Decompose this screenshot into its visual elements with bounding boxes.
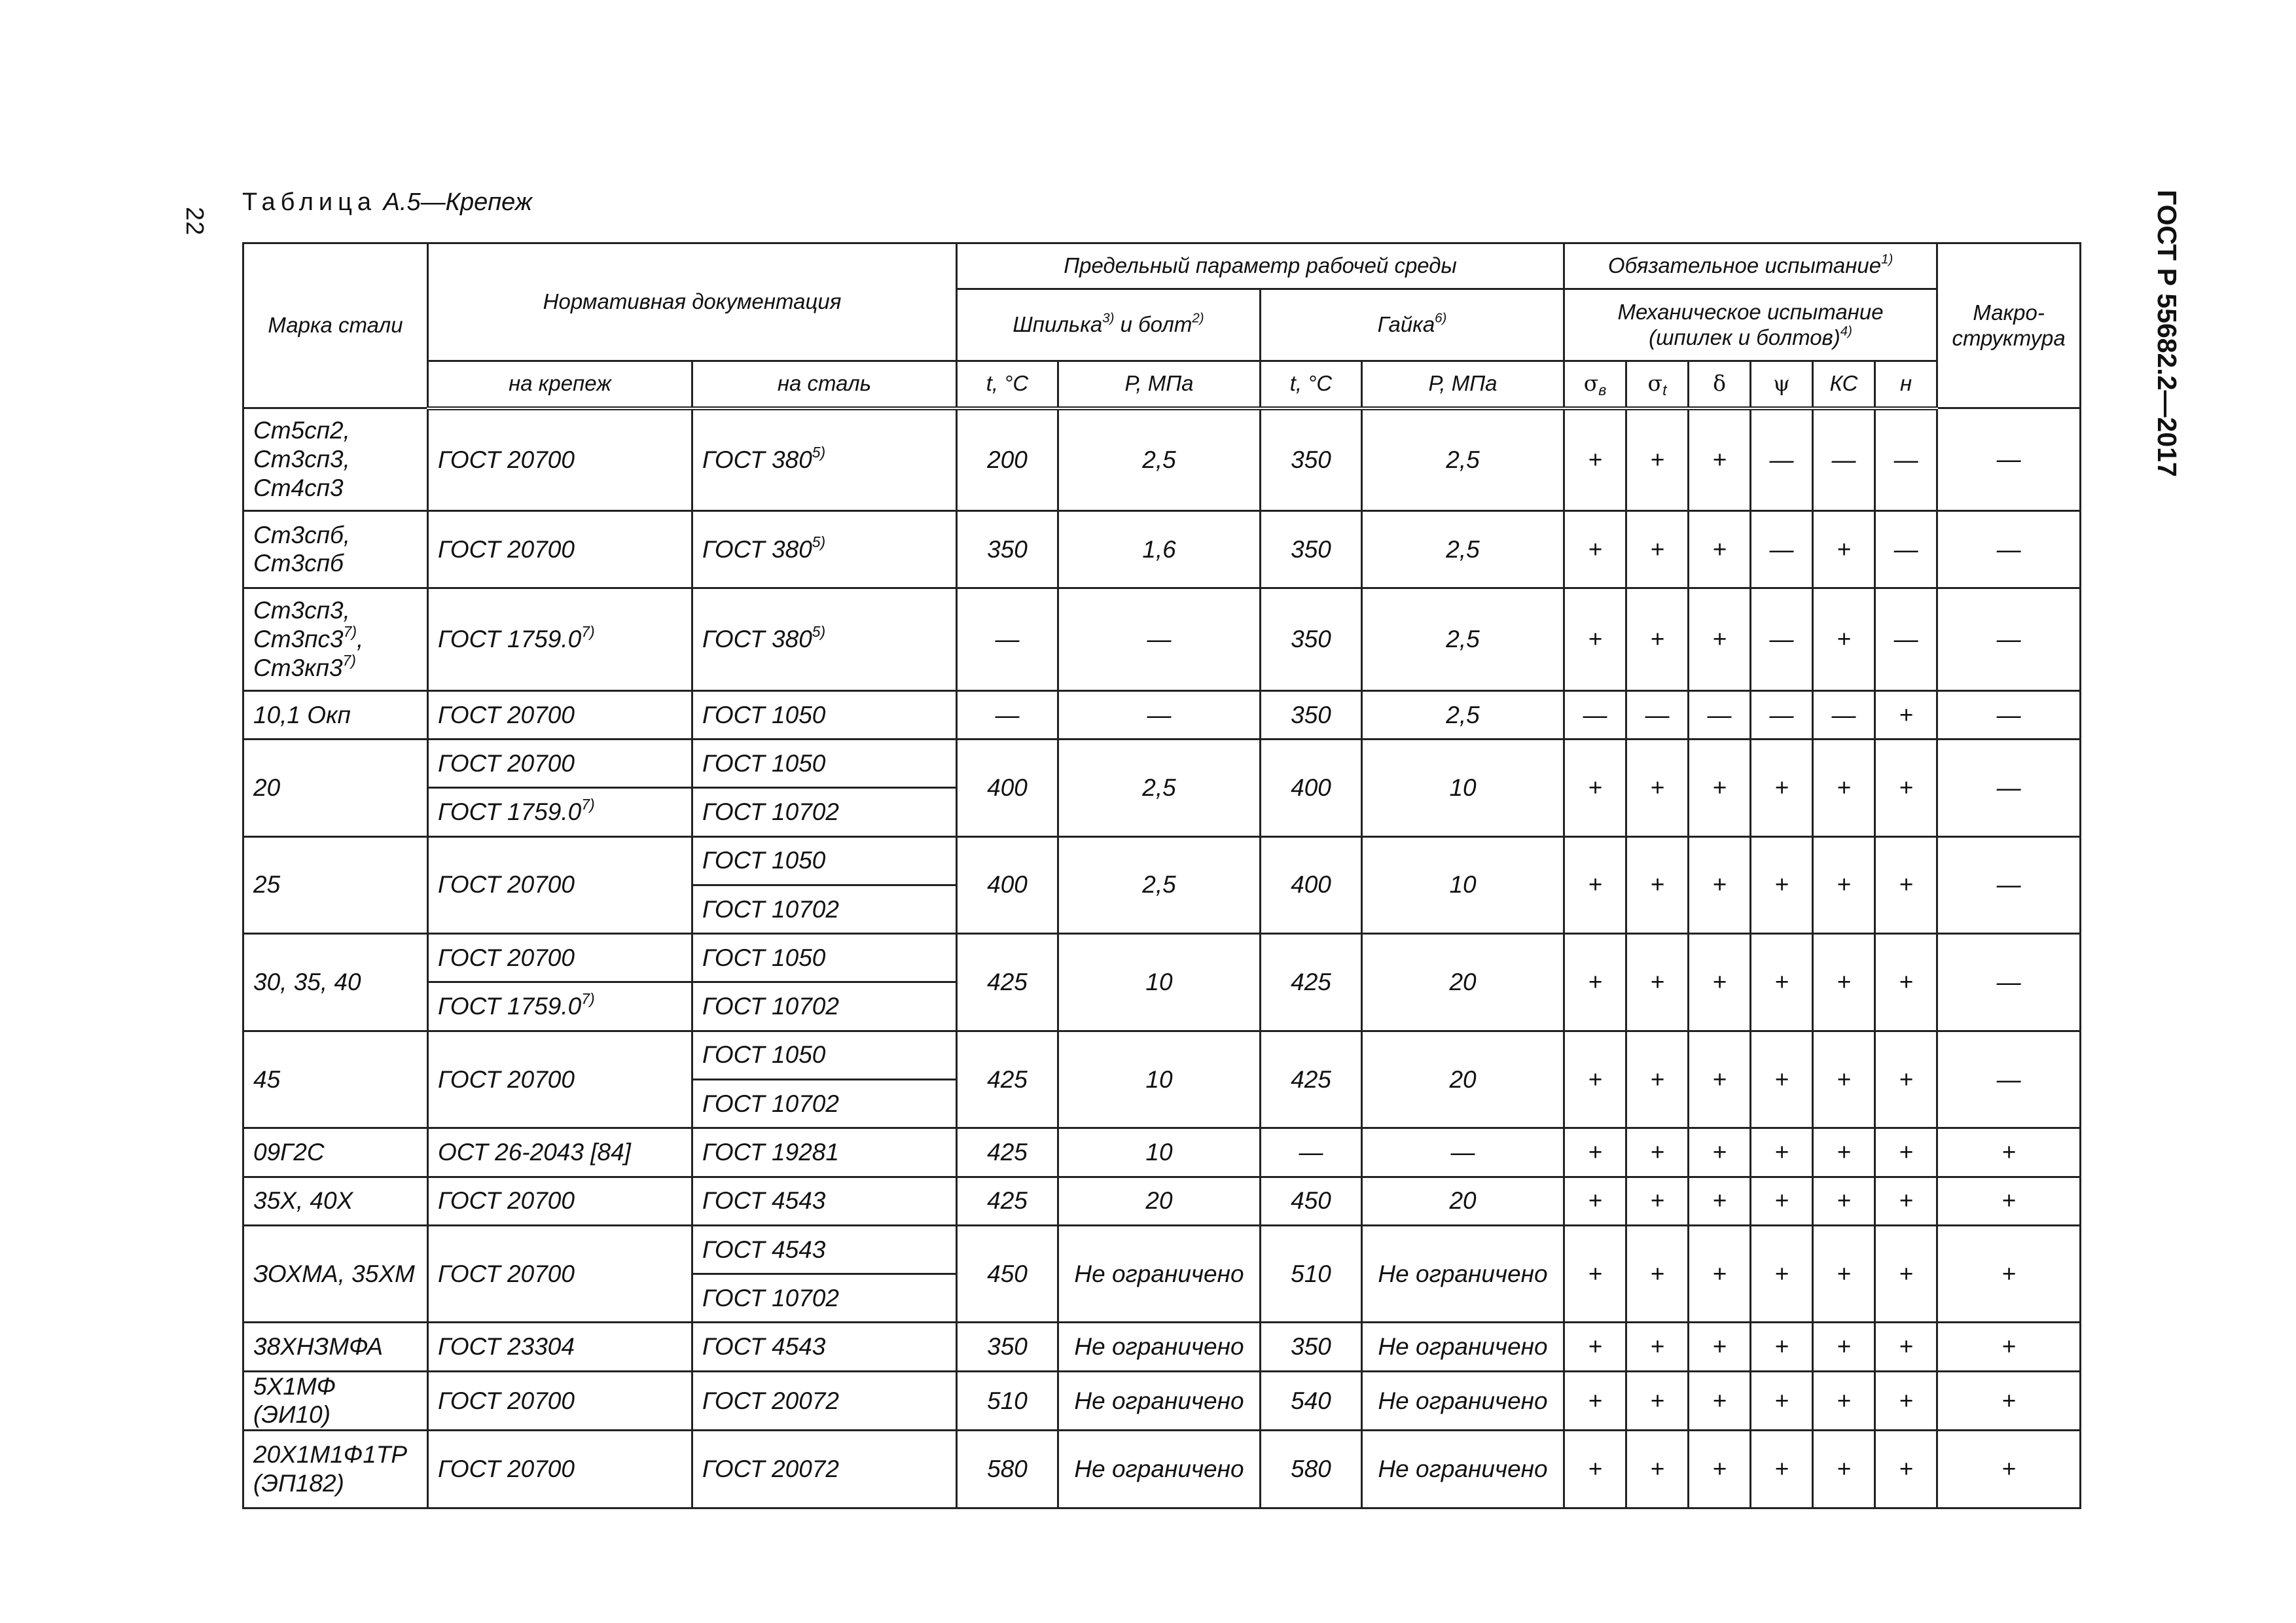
fastener-doc-cell: ОСТ 26-2043 [84] [428, 1128, 692, 1177]
header-nut-t: t, °С [1261, 361, 1362, 408]
header-delta: δ [1689, 361, 1751, 408]
nut-t-cell: 350 [1261, 408, 1362, 511]
stud-p-cell: 2,5 [1058, 836, 1261, 934]
nut-t-cell: 510 [1261, 1225, 1362, 1323]
steel-doc-cell: ГОСТ 10702 [692, 788, 957, 836]
steel-grade-cell: ЗОХМА, 35ХМ [243, 1225, 428, 1323]
delta-cell: + [1689, 588, 1751, 691]
fastener-doc-cell: ГОСТ 1759.0$^{7)}$ [428, 588, 692, 691]
document-code: ГОСТ Р 55682.2—2017 [2152, 190, 2182, 477]
steel-grade-cell: Ст3спб, Ст3спб [243, 510, 428, 588]
stud-t-cell: — [957, 690, 1058, 739]
sigma-t-cell: + [1626, 1371, 1689, 1431]
steel-grade-cell: 10,1 Окп [243, 690, 428, 739]
table-caption [242, 188, 532, 217]
steel-grade-cell: 25 [243, 836, 428, 934]
stud-p-cell: 10 [1058, 1031, 1261, 1128]
macro-cell: — [1937, 690, 2081, 739]
header-sigma-t: $\sigma_t$ [1626, 361, 1689, 408]
header-stud-t: t, °С [957, 361, 1058, 408]
steel-doc-cell: ГОСТ 1050 [692, 836, 957, 885]
header-stud-p: Р, МПа [1058, 361, 1261, 408]
stud-t-cell: 425 [957, 934, 1058, 1031]
table-row [243, 934, 2081, 982]
nut-p-cell: Не ограничено [1362, 1225, 1564, 1323]
nut-t-cell: — [1261, 1128, 1362, 1177]
n-cell: — [1875, 408, 1937, 511]
header-nut-p: Р, МПа [1362, 361, 1564, 408]
delta-cell: + [1689, 1371, 1751, 1431]
fastener-doc-cell: ГОСТ 20700 [428, 510, 692, 588]
stud-p-cell: 20 [1058, 1177, 1261, 1225]
sigma-t-cell: + [1626, 739, 1689, 836]
delta-cell: + [1689, 1031, 1751, 1128]
psi-cell: + [1751, 934, 1813, 1031]
delta-cell: + [1689, 1431, 1751, 1508]
psi-cell: + [1751, 1177, 1813, 1225]
nut-p-cell: 20 [1362, 934, 1564, 1031]
steel-doc-cell: ГОСТ 1050 [692, 739, 957, 787]
psi-cell: — [1751, 588, 1813, 691]
nut-t-cell: 350 [1261, 690, 1362, 739]
steel-grade-cell: 5Х1МФ (ЭИ10) [243, 1371, 428, 1431]
kc-cell: + [1813, 510, 1875, 588]
kc-cell: + [1813, 836, 1875, 934]
steel-grade-cell: Ст5сп2, Ст3сп3, Ст4сп3 [243, 408, 428, 511]
kc-cell: + [1813, 1371, 1875, 1431]
psi-cell: + [1751, 1128, 1813, 1177]
header-steel-grade: Марка стали [243, 243, 428, 408]
table-row [243, 1128, 2081, 1177]
psi-cell: + [1751, 1031, 1813, 1128]
nut-p-cell: Не ограничено [1362, 1323, 1564, 1371]
n-cell: + [1875, 1031, 1937, 1128]
psi-cell: + [1751, 1323, 1813, 1371]
steel-grade-cell: 30, 35, 40 [243, 934, 428, 1031]
sigma-t-cell: + [1626, 1431, 1689, 1508]
nut-t-cell: 540 [1261, 1371, 1362, 1431]
nut-p-cell: Не ограничено [1362, 1431, 1564, 1508]
header-normative-docs: Нормативная документация [428, 243, 957, 361]
steel-grade-cell: Ст3сп3, Ст3пс3$^{7)}$, Ст3кп3$^{7)}$ [243, 588, 428, 691]
stud-t-cell: 350 [957, 510, 1058, 588]
header-for-steel: на сталь [692, 361, 957, 408]
sigma-t-cell: — [1626, 690, 1689, 739]
stud-p-cell: 2,5 [1058, 408, 1261, 511]
caption-title: Крепеж [445, 188, 533, 216]
nut-p-cell: — [1362, 1128, 1564, 1177]
delta-cell: + [1689, 510, 1751, 588]
delta-cell: + [1689, 739, 1751, 836]
table-header [243, 243, 2081, 408]
nut-p-cell: 2,5 [1362, 510, 1564, 588]
stud-p-cell: Не ограничено [1058, 1225, 1261, 1323]
sigma-t-cell: + [1626, 934, 1689, 1031]
macro-cell: — [1937, 510, 2081, 588]
header-stud-bolt: Шпилька$^{3)}$ и болт$^{2)}$ [957, 289, 1261, 361]
nut-p-cell: 20 [1362, 1177, 1564, 1225]
steel-doc-cell: ГОСТ 10702 [692, 1274, 957, 1323]
steel-grade-cell: 38ХНЗМФА [243, 1323, 428, 1371]
kc-cell: + [1813, 1128, 1875, 1177]
psi-cell: + [1751, 836, 1813, 934]
header-sigma-v: $\sigma_в$ [1564, 361, 1626, 408]
macro-cell: — [1937, 934, 2081, 1031]
header-n: н [1875, 361, 1937, 408]
steel-doc-cell: ГОСТ 4543 [692, 1323, 957, 1371]
n-cell: + [1875, 690, 1937, 739]
kc-cell: + [1813, 1431, 1875, 1508]
kc-cell: + [1813, 1225, 1875, 1323]
table-row [243, 1225, 2081, 1274]
sigma-t-cell: + [1626, 1177, 1689, 1225]
n-cell: + [1875, 1371, 1937, 1431]
stud-t-cell: 580 [957, 1431, 1058, 1508]
sigma-v-cell: + [1564, 1177, 1626, 1225]
steel-doc-cell: ГОСТ 380$^{5)}$ [692, 510, 957, 588]
steel-doc-cell: ГОСТ 380$^{5)}$ [692, 588, 957, 691]
steel-doc-cell: ГОСТ 1050 [692, 1031, 957, 1079]
fastener-doc-cell: ГОСТ 20700 [428, 739, 692, 787]
psi-cell: — [1751, 690, 1813, 739]
stud-p-cell: — [1058, 588, 1261, 691]
page-number: 22 [181, 207, 208, 236]
table-row [243, 1323, 2081, 1371]
kc-cell: — [1813, 690, 1875, 739]
nut-p-cell: 10 [1362, 836, 1564, 934]
table-row [243, 1031, 2081, 1079]
steel-grade-cell: 45 [243, 1031, 428, 1128]
table-row [243, 408, 2081, 511]
sigma-v-cell: + [1564, 1225, 1626, 1323]
nut-t-cell: 425 [1261, 934, 1362, 1031]
sigma-v-cell: + [1564, 1031, 1626, 1128]
stud-t-cell: 200 [957, 408, 1058, 511]
sigma-v-cell: + [1564, 1128, 1626, 1177]
steel-doc-cell: ГОСТ 19281 [692, 1128, 957, 1177]
sigma-t-cell: + [1626, 1323, 1689, 1371]
delta-cell: + [1689, 1323, 1751, 1371]
macro-cell: + [1937, 1323, 2081, 1371]
delta-cell: + [1689, 408, 1751, 511]
nut-t-cell: 580 [1261, 1431, 1362, 1508]
table-row [243, 510, 2081, 588]
macro-cell: — [1937, 408, 2081, 511]
n-cell: + [1875, 1225, 1937, 1323]
kc-cell: + [1813, 739, 1875, 836]
steel-doc-cell: ГОСТ 20072 [692, 1431, 957, 1508]
kc-cell: + [1813, 934, 1875, 1031]
stud-t-cell: 350 [957, 1323, 1058, 1371]
macro-cell: — [1937, 836, 2081, 934]
steel-doc-cell: ГОСТ 4543 [692, 1177, 957, 1225]
stud-p-cell: Не ограничено [1058, 1371, 1261, 1431]
fastener-table [242, 242, 2081, 1509]
delta-cell: + [1689, 1225, 1751, 1323]
fastener-doc-cell: ГОСТ 20700 [428, 1031, 692, 1128]
nut-p-cell: 20 [1362, 1031, 1564, 1128]
fastener-doc-cell: ГОСТ 20700 [428, 690, 692, 739]
sigma-v-cell: + [1564, 836, 1626, 934]
stud-t-cell: 425 [957, 1128, 1058, 1177]
fastener-doc-cell: ГОСТ 20700 [428, 1371, 692, 1431]
macro-cell: — [1937, 1031, 2081, 1128]
fastener-doc-cell: ГОСТ 20700 [428, 1177, 692, 1225]
stud-p-cell: — [1058, 690, 1261, 739]
fastener-doc-cell: ГОСТ 20700 [428, 1225, 692, 1323]
n-cell: + [1875, 836, 1937, 934]
nut-t-cell: 400 [1261, 836, 1362, 934]
sigma-t-cell: + [1626, 1225, 1689, 1323]
sigma-t-cell: + [1626, 1031, 1689, 1128]
steel-grade-cell: 09Г2С [243, 1128, 428, 1177]
sigma-t-cell: + [1626, 836, 1689, 934]
table-row [243, 588, 2081, 691]
fastener-doc-cell: ГОСТ 1759.0$^{7)}$ [428, 788, 692, 836]
sigma-v-cell: — [1564, 690, 1626, 739]
nut-p-cell: Не ограничено [1362, 1371, 1564, 1431]
nut-t-cell: 425 [1261, 1031, 1362, 1128]
stud-p-cell: 2,5 [1058, 739, 1261, 836]
stud-t-cell: 425 [957, 1177, 1058, 1225]
nut-t-cell: 450 [1261, 1177, 1362, 1225]
nut-p-cell: 2,5 [1362, 408, 1564, 511]
delta-cell: + [1689, 836, 1751, 934]
caption-number: А.5 [383, 188, 421, 216]
caption-word: Таблица [242, 188, 376, 216]
nut-t-cell: 400 [1261, 739, 1362, 836]
header-nut: Гайка$^{6)}$ [1261, 289, 1564, 361]
sigma-v-cell: + [1564, 934, 1626, 1031]
n-cell: + [1875, 739, 1937, 836]
header-psi: ψ [1751, 361, 1813, 408]
n-cell: — [1875, 588, 1937, 691]
stud-p-cell: 10 [1058, 1128, 1261, 1177]
macro-cell: — [1937, 588, 2081, 691]
kc-cell: + [1813, 1031, 1875, 1128]
sigma-t-cell: + [1626, 408, 1689, 511]
stud-t-cell: 400 [957, 739, 1058, 836]
table-body [243, 408, 2081, 1508]
steel-doc-cell: ГОСТ 20072 [692, 1371, 957, 1431]
nut-t-cell: 350 [1261, 510, 1362, 588]
stud-p-cell: Не ограничено [1058, 1323, 1261, 1371]
sigma-v-cell: + [1564, 408, 1626, 511]
stud-t-cell: 425 [957, 1031, 1058, 1128]
n-cell: + [1875, 1128, 1937, 1177]
sigma-t-cell: + [1626, 588, 1689, 691]
fastener-doc-cell: ГОСТ 20700 [428, 934, 692, 982]
psi-cell: + [1751, 1371, 1813, 1431]
sigma-v-cell: + [1564, 510, 1626, 588]
header-mechanical-test: Механическое испытание (шпилек и болтов)$^{4)}$ [1564, 289, 1937, 361]
psi-cell: + [1751, 739, 1813, 836]
stud-t-cell: 510 [957, 1371, 1058, 1431]
fastener-doc-cell: ГОСТ 23304 [428, 1323, 692, 1371]
nut-p-cell: 2,5 [1362, 690, 1564, 739]
kc-cell: + [1813, 588, 1875, 691]
delta-cell: + [1689, 934, 1751, 1031]
delta-cell: + [1689, 1128, 1751, 1177]
fastener-doc-cell: ГОСТ 1759.0$^{7)}$ [428, 982, 692, 1031]
n-cell: + [1875, 1431, 1937, 1508]
n-cell: + [1875, 1177, 1937, 1225]
table-row [243, 1371, 2081, 1431]
stud-p-cell: 10 [1058, 934, 1261, 1031]
steel-grade-cell: 20 [243, 739, 428, 836]
sigma-t-cell: + [1626, 510, 1689, 588]
macro-cell: — [1937, 739, 2081, 836]
table-row [243, 1431, 2081, 1508]
header-for-fastener: на крепеж [428, 361, 692, 408]
steel-grade-cell: 20Х1М1Ф1ТР (ЭП182) [243, 1431, 428, 1508]
stud-t-cell: 450 [957, 1225, 1058, 1323]
steel-doc-cell: ГОСТ 10702 [692, 885, 957, 933]
sigma-v-cell: + [1564, 588, 1626, 691]
n-cell: — [1875, 510, 1937, 588]
header-kc: КС [1813, 361, 1875, 408]
kc-cell: + [1813, 1177, 1875, 1225]
n-cell: + [1875, 934, 1937, 1031]
psi-cell: — [1751, 408, 1813, 511]
stud-p-cell: 1,6 [1058, 510, 1261, 588]
nut-p-cell: 10 [1362, 739, 1564, 836]
steel-doc-cell: ГОСТ 4543 [692, 1225, 957, 1274]
steel-doc-cell: ГОСТ 10702 [692, 1079, 957, 1128]
fastener-doc-cell: ГОСТ 20700 [428, 408, 692, 511]
caption-dash: — [420, 188, 446, 216]
table-row [243, 1177, 2081, 1225]
psi-cell: + [1751, 1225, 1813, 1323]
fastener-doc-cell: ГОСТ 20700 [428, 836, 692, 934]
macro-cell: + [1937, 1225, 2081, 1323]
table-row [243, 690, 2081, 739]
fastener-doc-cell: ГОСТ 20700 [428, 1431, 692, 1508]
steel-doc-cell: ГОСТ 380$^{5)}$ [692, 408, 957, 511]
macro-cell: + [1937, 1431, 2081, 1508]
psi-cell: + [1751, 1431, 1813, 1508]
table-row [243, 836, 2081, 885]
macro-cell: + [1937, 1371, 2081, 1431]
sigma-t-cell: + [1626, 1128, 1689, 1177]
kc-cell: — [1813, 408, 1875, 511]
stud-t-cell: — [957, 588, 1058, 691]
steel-doc-cell: ГОСТ 10702 [692, 982, 957, 1031]
n-cell: + [1875, 1323, 1937, 1371]
sigma-v-cell: + [1564, 1431, 1626, 1508]
stud-t-cell: 400 [957, 836, 1058, 934]
nut-p-cell: 2,5 [1362, 588, 1564, 691]
steel-grade-cell: 35Х, 40Х [243, 1177, 428, 1225]
delta-cell: — [1689, 690, 1751, 739]
kc-cell: + [1813, 1323, 1875, 1371]
nut-t-cell: 350 [1261, 588, 1362, 691]
sigma-v-cell: + [1564, 1323, 1626, 1371]
sigma-v-cell: + [1564, 739, 1626, 836]
table-row [243, 739, 2081, 787]
psi-cell: — [1751, 510, 1813, 588]
header-mandatory-test: Обязательное испытание$^{1)}$ [1564, 243, 1937, 289]
sigma-v-cell: + [1564, 1371, 1626, 1431]
macro-cell: + [1937, 1128, 2081, 1177]
delta-cell: + [1689, 1177, 1751, 1225]
nut-t-cell: 350 [1261, 1323, 1362, 1371]
header-limit-param: Предельный параметр рабочей среды [957, 243, 1564, 289]
header-macrostructure: Макро- структура [1937, 243, 2081, 408]
macro-cell: + [1937, 1177, 2081, 1225]
stud-p-cell: Не ограничено [1058, 1431, 1261, 1508]
steel-doc-cell: ГОСТ 1050 [692, 934, 957, 982]
steel-doc-cell: ГОСТ 1050 [692, 690, 957, 739]
